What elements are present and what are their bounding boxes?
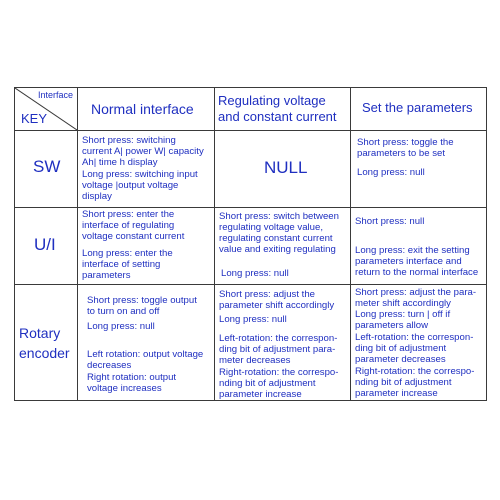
rotary-set-line: parameter increase bbox=[355, 388, 438, 399]
rotary-set-line: Right-rotation: the correspo- bbox=[355, 366, 475, 377]
sw-set-line: Short press: toggle the bbox=[357, 137, 454, 148]
header-regulating-line1: Regulating voltage bbox=[218, 93, 326, 108]
rotary-regulating-line: Long press: null bbox=[219, 314, 287, 325]
ui-regulating-line: value and exiting regulating bbox=[219, 244, 336, 255]
sw-normal-line: current A| power W| capacity bbox=[82, 146, 204, 157]
key-ui: U/I bbox=[34, 235, 56, 254]
ui-normal-line: voltage constant current bbox=[82, 231, 185, 242]
column-divider bbox=[77, 88, 78, 400]
key-sw: SW bbox=[33, 157, 61, 176]
header-normal-interface: Normal interface bbox=[91, 101, 194, 117]
ui-normal-line: interface of regulating bbox=[82, 220, 175, 231]
rotary-normal-line: Short press: toggle output bbox=[87, 295, 197, 306]
rotary-normal-line: voltage increases bbox=[87, 383, 162, 394]
rotary-regulating-line: Right-rotation: the correspo- bbox=[219, 367, 339, 378]
rotary-normal-line: Long press: null bbox=[87, 321, 155, 332]
rotary-normal-line: decreases bbox=[87, 360, 132, 371]
header-regulating-line2: and constant current bbox=[218, 109, 337, 124]
ui-normal-line: parameters bbox=[82, 270, 131, 281]
column-divider bbox=[350, 88, 351, 400]
ui-set-line: Short press: null bbox=[355, 216, 425, 227]
ui-normal-line: Short press: enter the bbox=[82, 209, 175, 220]
key-rotary-line2: encoder bbox=[19, 345, 70, 361]
sw-normal-line: voltage |output voltage bbox=[82, 180, 179, 191]
header-interface-label: Interface bbox=[38, 90, 74, 100]
ui-regulating-line: regulating voltage value, bbox=[219, 222, 324, 233]
rotary-set-line: nding bit of adjustment bbox=[355, 377, 452, 388]
rotary-set-line: parameters allow bbox=[355, 320, 429, 331]
rotary-regulating-line: Left-rotation: the correspon- bbox=[219, 333, 338, 344]
sw-normal-line: Long press: switching input bbox=[82, 169, 198, 180]
rotary-set-line: Long press: turn | off if bbox=[355, 309, 451, 320]
rotary-set-line: parameter decreases bbox=[355, 354, 446, 365]
row-divider bbox=[15, 207, 486, 208]
rotary-set-line: ding bit of adjustment bbox=[355, 343, 447, 354]
sw-normal-line: Short press: switching bbox=[82, 135, 176, 146]
header-set-parameters: Set the parameters bbox=[362, 100, 473, 115]
ui-set-line: Long press: exit the setting bbox=[355, 245, 470, 256]
sw-regulating-null: NULL bbox=[264, 158, 308, 177]
sw-normal-line: display bbox=[82, 191, 112, 202]
sw-set-line: Long press: null bbox=[357, 167, 425, 178]
rotary-regulating-line: nding bit of adjustment bbox=[219, 378, 316, 389]
ui-set-line: parameters interface and bbox=[355, 256, 462, 267]
rotary-regulating-line: parameter shift accordingly bbox=[219, 300, 335, 311]
ui-regulating-line: Long press: null bbox=[221, 268, 289, 279]
ui-regulating-line: Short press: switch between bbox=[219, 211, 339, 222]
ui-normal-line: interface of setting bbox=[82, 259, 161, 270]
rotary-set-line: Left-rotation: the correspon- bbox=[355, 332, 474, 343]
ui-normal-line: Long press: enter the bbox=[82, 248, 173, 259]
rotary-set-line: meter shift accordingly bbox=[355, 298, 451, 309]
rotary-normal-line: to turn on and off bbox=[87, 306, 160, 317]
rotary-regulating-line: Short press: adjust the bbox=[219, 289, 315, 300]
rotary-regulating-line: meter decreases bbox=[219, 355, 291, 366]
rotary-regulating-line: parameter increase bbox=[219, 389, 302, 400]
sw-set-line: parameters to be set bbox=[357, 148, 445, 159]
sw-normal-line: Ah| time h display bbox=[82, 157, 158, 168]
row-divider bbox=[15, 130, 486, 131]
rotary-normal-line: Left rotation: output voltage bbox=[87, 349, 204, 360]
key-rotary-line1: Rotary bbox=[19, 325, 61, 341]
column-divider bbox=[214, 88, 215, 400]
ui-set-line: return to the normal interface bbox=[355, 267, 479, 278]
row-divider bbox=[15, 284, 486, 285]
header-key-label: KEY bbox=[21, 111, 48, 126]
rotary-set-line: Short press: adjust the para- bbox=[355, 287, 477, 298]
rotary-normal-line: Right rotation: output bbox=[87, 372, 177, 383]
ui-regulating-line: regulating constant current bbox=[219, 233, 333, 244]
rotary-regulating-line: ding bit of adjustment para- bbox=[219, 344, 336, 355]
key-function-table bbox=[14, 87, 487, 401]
